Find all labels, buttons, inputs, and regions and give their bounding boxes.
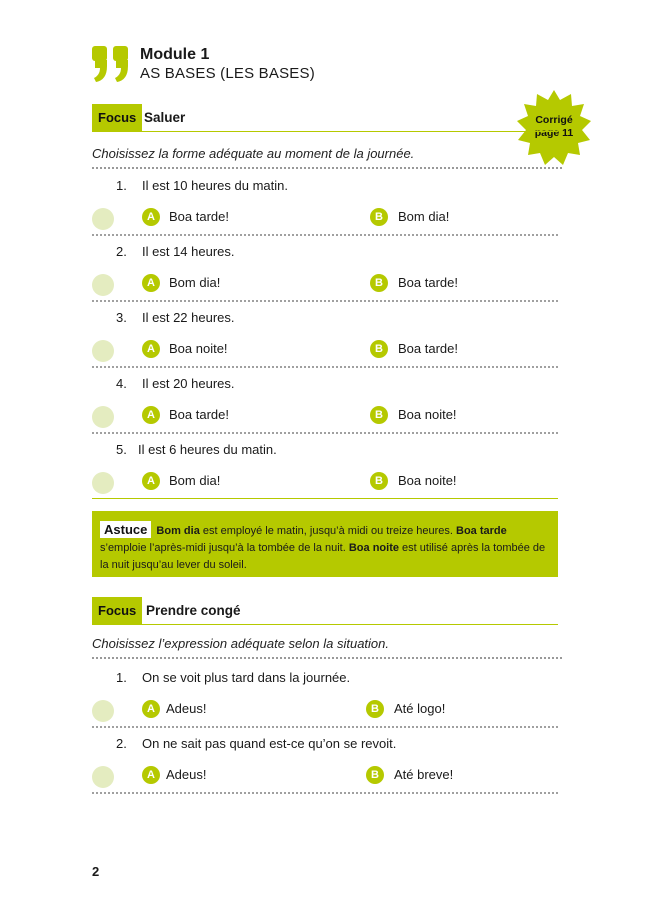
question-number: 1. (116, 670, 127, 685)
astuce-text-2: s’emploie l’après-midi jusqu’à la tombée de la nuit. (100, 542, 349, 554)
astuce-term-boa-noite: Boa noite (348, 542, 399, 554)
answer-circle[interactable] (92, 406, 114, 428)
option-a-badge[interactable]: A (142, 274, 160, 292)
question-item (92, 442, 558, 508)
option-b-text[interactable]: Boa noite! (398, 407, 457, 422)
module-title: Module 1 (140, 46, 210, 63)
divider (92, 300, 558, 302)
question-text: On ne sait pas quand est-ce qu’on se revoit. (142, 736, 397, 751)
option-b-text[interactable]: Bom dia! (398, 209, 450, 224)
question-text: Il est 10 heures du matin. (142, 178, 288, 193)
section-prendre-conge-header (92, 597, 558, 625)
question-item (92, 244, 558, 310)
option-a-badge[interactable]: A (142, 340, 160, 358)
astuce-tag: Astuce (100, 521, 151, 538)
page-number: 2 (92, 864, 100, 879)
question-text: Il est 6 heures du matin. (138, 442, 277, 457)
section-title: Saluer (144, 110, 186, 125)
astuce-term-bom-dia: Bom dia (156, 525, 200, 537)
section-saluer-header (92, 104, 558, 132)
astuce-term-boa-tarde: Boa tarde (456, 525, 507, 537)
question-item (92, 736, 558, 802)
focus-tag: Focus (92, 597, 142, 624)
answer-circle[interactable] (92, 274, 114, 296)
astuce-text-1: est employé le matin, jusqu’à midi ou treize heures. (199, 525, 457, 537)
option-b-text[interactable]: Até breve! (394, 767, 454, 782)
option-a-text[interactable]: Bom dia! (169, 275, 221, 290)
instruction-prendre-conge: Choisissez l’expression adéquate selon la situation. (92, 636, 562, 659)
quote-icon (92, 46, 132, 82)
question-item (92, 670, 558, 736)
option-a-badge[interactable]: A (142, 700, 160, 718)
question-number: 1. (116, 178, 127, 193)
answer-circle[interactable] (92, 700, 114, 722)
module-subtitle: AS BASES (LES BASES) (140, 65, 315, 82)
option-b-text[interactable]: Boa noite! (398, 473, 457, 488)
answer-circle[interactable] (92, 472, 114, 494)
option-a-text[interactable]: Boa tarde! (169, 209, 229, 224)
option-b-badge[interactable]: B (366, 700, 384, 718)
divider (92, 366, 558, 368)
option-a-text[interactable]: Boa noite! (169, 341, 228, 356)
badge-line-2: page 11 (534, 127, 574, 139)
question-item (92, 376, 558, 442)
question-number: 2. (116, 244, 127, 259)
option-b-badge[interactable]: B (370, 406, 388, 424)
instruction-saluer: Choisissez la forme adéquate au moment de la journée. (92, 146, 562, 169)
divider (92, 432, 558, 434)
focus-tag: Focus (92, 104, 142, 131)
answer-circle[interactable] (92, 340, 114, 362)
badge-line-1: Corrigé (535, 114, 573, 126)
divider (92, 792, 558, 794)
option-b-text[interactable]: Até logo! (394, 701, 446, 716)
option-a-badge[interactable]: A (142, 406, 160, 424)
option-b-badge[interactable]: B (366, 766, 384, 784)
question-number: 4. (116, 376, 127, 391)
question-number: 3. (116, 310, 127, 325)
divider (92, 726, 558, 728)
divider (92, 234, 558, 236)
option-b-text[interactable]: Boa tarde! (398, 341, 458, 356)
section-end-line (92, 498, 558, 499)
option-a-badge[interactable]: A (142, 472, 160, 490)
question-text: Il est 14 heures. (142, 244, 235, 259)
astuce-box (92, 511, 558, 577)
question-number: 5. (116, 442, 127, 457)
section-title: Prendre congé (146, 603, 241, 618)
question-item (92, 310, 558, 376)
question-item (92, 178, 558, 244)
option-b-badge[interactable]: B (370, 340, 388, 358)
question-text: Il est 22 heures. (142, 310, 235, 325)
option-b-badge[interactable]: B (370, 208, 388, 226)
astuce-text-3: est utilisé après la tombée de la nuit jusqu’au lever du soleil. (100, 542, 546, 571)
option-b-text[interactable]: Boa tarde! (398, 275, 458, 290)
option-a-text[interactable]: Adeus! (166, 767, 207, 782)
option-b-badge[interactable]: B (370, 472, 388, 490)
option-a-text[interactable]: Boa tarde! (169, 407, 229, 422)
question-text: Il est 20 heures. (142, 376, 235, 391)
option-b-badge[interactable]: B (370, 274, 388, 292)
option-a-text[interactable]: Adeus! (166, 701, 207, 716)
option-a-badge[interactable]: A (142, 766, 160, 784)
question-text: On se voit plus tard dans la journée. (142, 670, 351, 685)
option-a-text[interactable]: Bom dia! (169, 473, 221, 488)
answer-circle[interactable] (92, 766, 114, 788)
option-a-badge[interactable]: A (142, 208, 160, 226)
answer-circle[interactable] (92, 208, 114, 230)
question-number: 2. (116, 736, 127, 751)
